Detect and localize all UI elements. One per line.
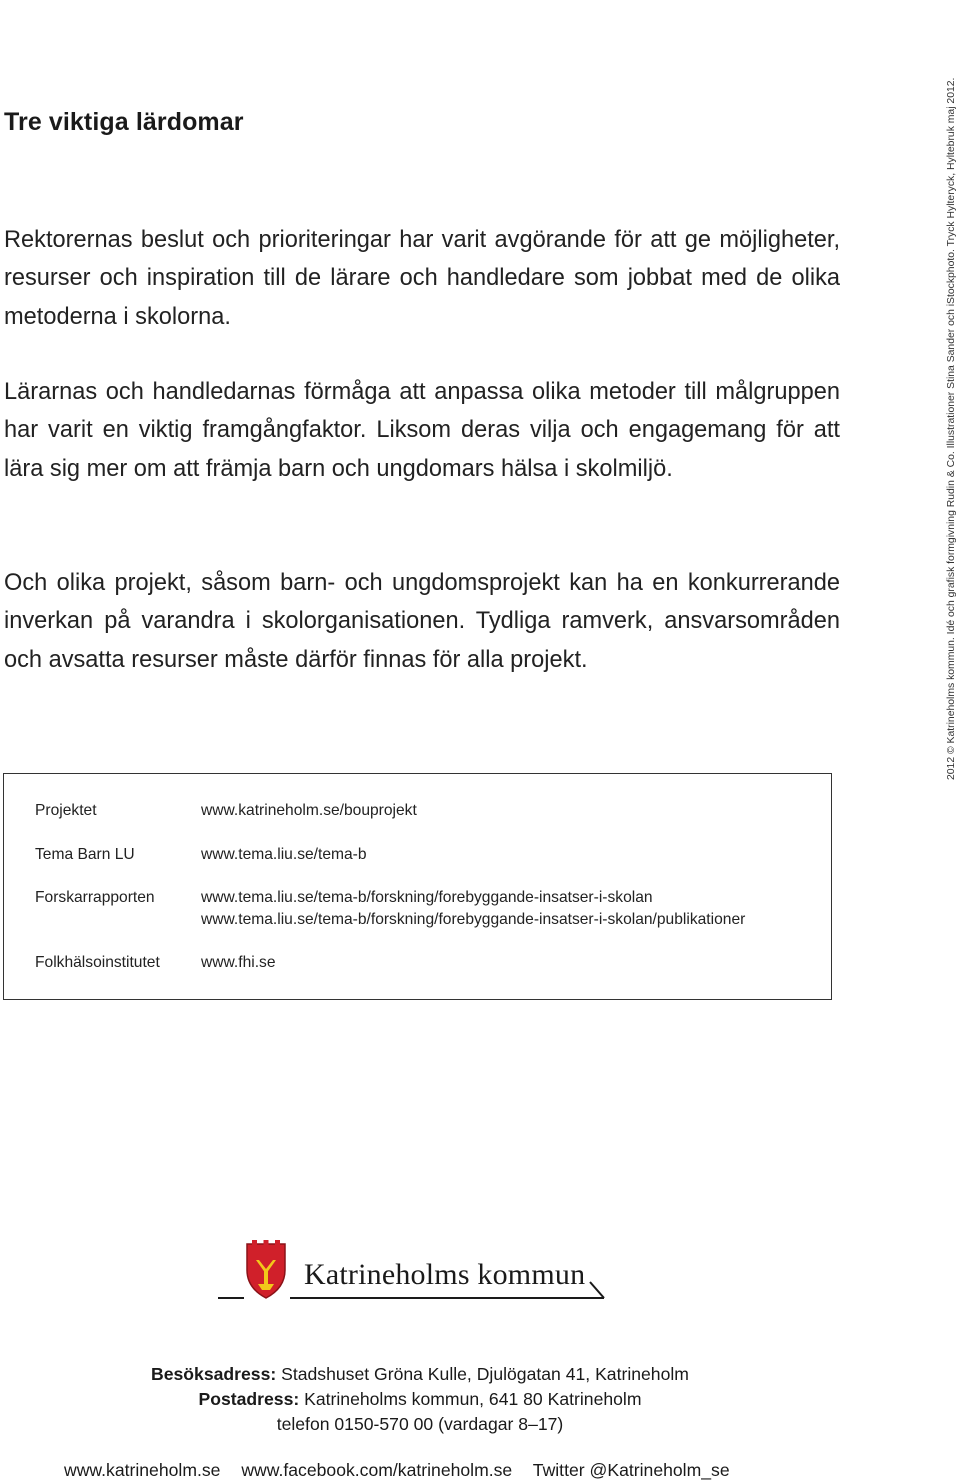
paragraph-larare: Lärarnas och handledarnas förmåga att anpassa olika metoder till målgruppen har varit en viktig framgångfaktor. Liksom deras vilja och engagemang för att lära sig mer om att främja barn och ungdomars hälsa i skolmiljö.	[4, 379, 840, 482]
paragraph-projekt: Och olika projekt, såsom barn- och ungdomsprojekt kan ha en konkurrerande inverkan på varandra i skolorganisationen. Tydliga ramverk, ansvarsområden och avsatta resurser måste därför finnas för alla projekt.	[4, 570, 840, 673]
link-label: Folkhälsoinstitutet	[35, 954, 160, 971]
link-url-tema-b[interactable]: www.tema.liu.se/tema-b	[201, 846, 367, 863]
postal-address: Postadress: Katrineholms kommun, 641 80 Katrineholm	[198, 1389, 642, 1409]
links-box	[3, 773, 832, 1000]
phone-number: telefon 0150-570 00 (vardagar 8–17)	[276, 1414, 564, 1434]
link-url-fhi[interactable]: www.fhi.se	[201, 954, 276, 971]
visit-address: Besöksadress: Stadshuset Gröna Kulle, Djulögatan 41, Katrineholm	[151, 1364, 689, 1384]
footer-twitter-link[interactable]: Twitter @Katrineholm_se	[532, 1460, 730, 1480]
coat-of-arms-icon	[244, 1240, 288, 1300]
link-url-bouprojekt[interactable]: www.katrineholm.se/bouprojekt	[201, 802, 417, 819]
credit-text: 2012 © Katrineholms kommun. Idé och grafisk formgivning Rudin & Co. Illustrationer Stina Sander och iStockphoto. Tryck Hylteryck, Hyltebruk maj 2012.	[946, 77, 957, 780]
link-url-forebyggande[interactable]: www.tema.liu.se/tema-b/forskning/forebyggande-insatser-i-skolan	[201, 889, 653, 906]
footer-links	[64, 1460, 746, 1481]
logo-text: Katrineholms kommun	[304, 1258, 586, 1291]
address-block	[0, 1362, 840, 1437]
link-label: Tema Barn LU	[35, 846, 135, 863]
footer-facebook-link[interactable]: www.facebook.com/katrineholm.se	[241, 1460, 513, 1480]
link-url-publikationer[interactable]: www.tema.liu.se/tema-b/forskning/forebyggande-insatser-i-skolan/publikationer	[201, 911, 746, 928]
page-title: Tre viktiga lärdomar	[4, 108, 244, 136]
link-label: Forskarrapporten	[35, 889, 155, 906]
footer-website-link[interactable]: www.katrineholm.se	[64, 1460, 221, 1480]
municipality-logo[interactable]	[218, 1240, 608, 1302]
body-text	[4, 221, 840, 679]
paragraph-rektorer: Rektorernas beslut och prioriteringar har varit avgörande för att ge möjligheter, resurser och inspiration till de lärare och handledare som jobbat med de olika metoderna i skolorna.	[4, 227, 840, 330]
link-label: Projektet	[35, 802, 97, 819]
